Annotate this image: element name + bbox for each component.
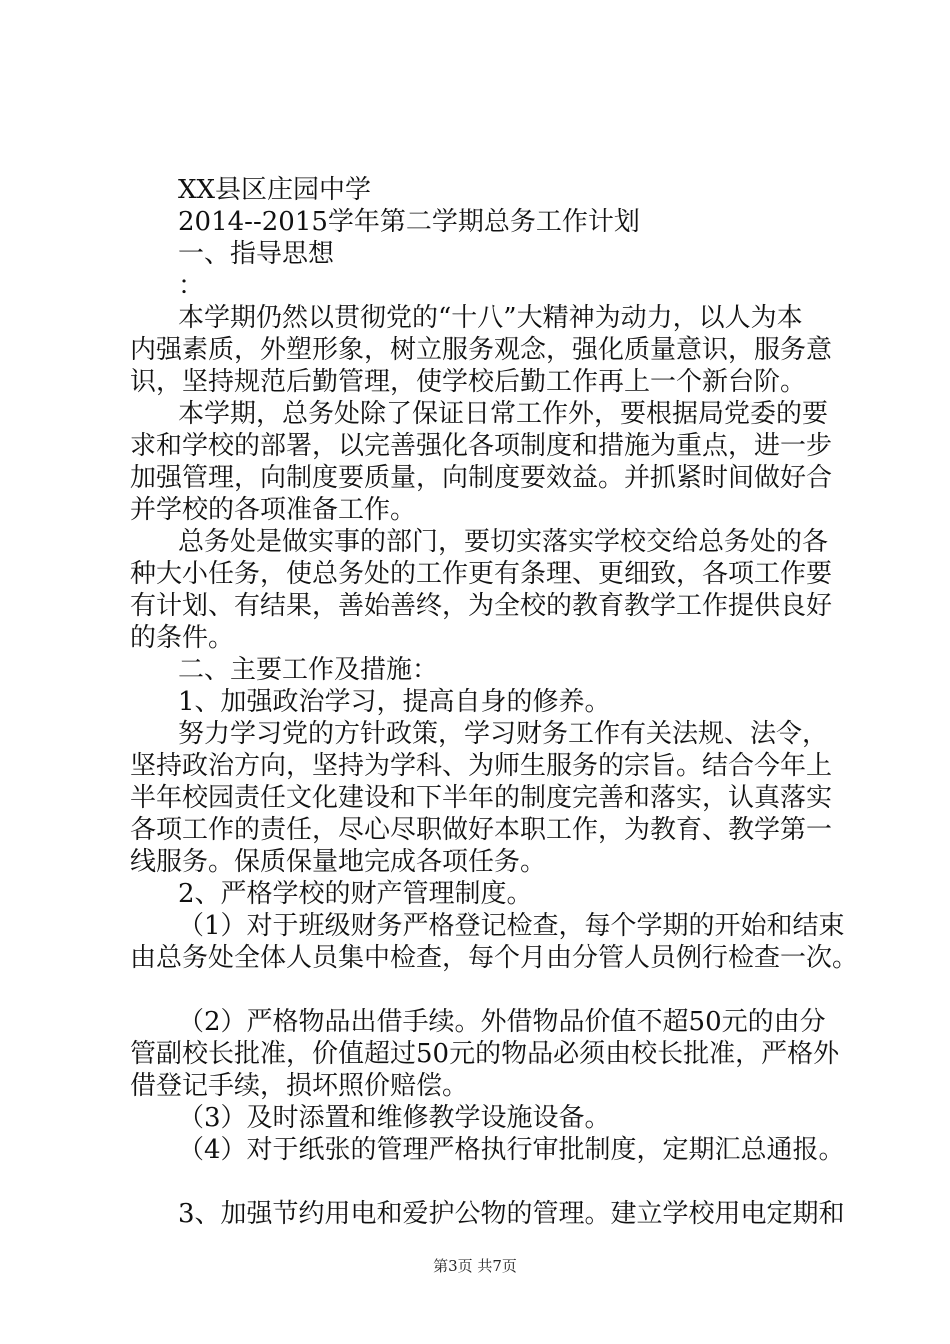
paragraph-line: 的条件。 xyxy=(130,623,235,653)
paragraph-line: 借登记手续，损坏照价赔偿。 xyxy=(130,1071,469,1101)
paragraph-line: 识，坚持规范后勤管理，使学校后勤工作再上一个新台阶。 xyxy=(130,367,807,397)
section-heading-main-work: 二、主要工作及措施： xyxy=(178,655,439,685)
item-heading: 3、加强节约用电和爱护公物的管理。建立学校用电定期和 xyxy=(178,1199,845,1229)
paragraph-line: 本学期，总务处除了保证日常工作外，要根据局党委的要 xyxy=(178,399,829,429)
paragraph-line: 努力学习党的方针政策，学习财务工作有关法规、法令， xyxy=(178,719,829,749)
item-heading: 1、加强政治学习，提高自身的修养。 xyxy=(178,687,611,717)
paragraph-line: 求和学校的部署，以完善强化各项制度和措施为重点，进一步 xyxy=(130,431,833,461)
paragraph-line: 本学期仍然以贯彻党的“十八”大精神为动力，以人为本 xyxy=(178,303,803,333)
paragraph-line: 坚持政治方向，坚持为学科、为师生服务的宗旨。结合今年上 xyxy=(130,751,833,781)
paragraph-line: 加强管理，向制度要质量，向制度要效益。并抓紧时间做好合 xyxy=(130,463,833,493)
school-name: XX县区庄园中学 xyxy=(178,175,372,205)
paragraph-line: 半年校园责任文化建设和下半年的制度完善和落实，认真落实 xyxy=(130,783,833,813)
paragraph-line: （4）对于纸张的管理严格执行审批制度，定期汇总通报。 xyxy=(178,1135,845,1165)
paragraph-line: 内强素质，外塑形象，树立服务观念，强化质量意识，服务意 xyxy=(130,335,833,365)
colon-line: ： xyxy=(178,271,205,301)
paragraph-line: 由总务处全体人员集中检查，每个月由分管人员例行检查一次。 xyxy=(130,943,859,973)
paragraph-line: 线服务。保质保量地完成各项任务。 xyxy=(130,847,547,877)
paragraph-line: （3）及时添置和维修教学设施设备。 xyxy=(178,1103,611,1133)
paragraph-line: 种大小任务，使总务处的工作更有条理、更细致，各项工作要 xyxy=(130,559,833,589)
paragraph-line: 总务处是做实事的部门，要切实落实学校交给总务处的各 xyxy=(178,527,829,557)
paragraph-line: 管副校长批准，价值超过50元的物品必须由校长批准，严格外 xyxy=(130,1039,840,1069)
item-heading: 2、严格学校的财产管理制度。 xyxy=(178,879,533,909)
paragraph-line: （1）对于班级财务严格登记检查，每个学期的开始和结束 xyxy=(178,911,845,941)
paragraph-line: （2）严格物品出借手续。外借物品价值不超50元的由分 xyxy=(178,1007,826,1037)
page-number-footer: 第3页 共7页 xyxy=(433,1257,517,1275)
paragraph-line: 并学校的各项准备工作。 xyxy=(130,495,417,525)
paragraph-line: 各项工作的责任，尽心尽职做好本职工作，为教育、教学第一 xyxy=(130,815,833,845)
document-title: 2014--2015学年第二学期总务工作计划 xyxy=(178,207,640,237)
paragraph-line: 有计划、有结果，善始善终，为全校的教育教学工作提供良好 xyxy=(130,591,833,621)
section-heading-guiding-thought: 一、指导思想 xyxy=(178,239,335,269)
